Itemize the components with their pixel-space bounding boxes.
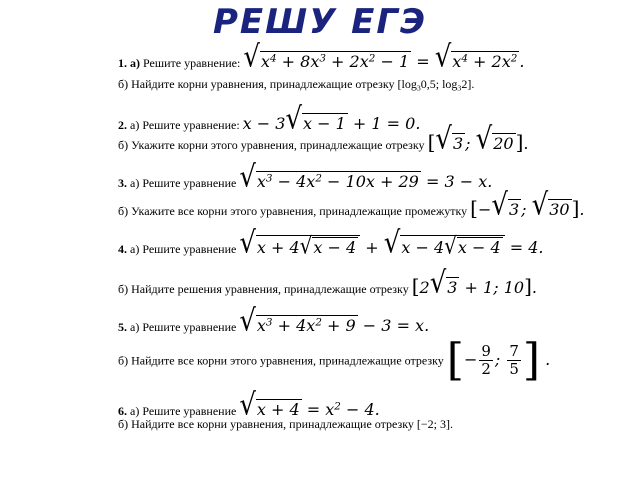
- task-text: Укажите корни этого уравнения, принадлежащие отрезку: [131, 138, 425, 153]
- problem-1-part-a: [118, 40, 525, 75]
- interval: [2 √ 3 + 1; 10].: [411, 266, 537, 301]
- problem-6-part-a: [118, 388, 380, 423]
- problem-number: 4.: [118, 242, 127, 257]
- part-b-label: б): [118, 204, 129, 219]
- part-a-label: а): [130, 242, 140, 257]
- problem-3-part-a: [118, 160, 493, 195]
- problem-number: 1.: [118, 56, 127, 71]
- part-a-label: а): [130, 320, 140, 335]
- part-a-label: а): [130, 176, 140, 191]
- equation: √ $x^4 + 8x^3 + 2x^2 - 1$ = √ $x^4 + 2x^2$ .: [243, 40, 525, 75]
- problem-5-part-a: [118, 304, 430, 339]
- problem-6-part-b: [118, 418, 453, 430]
- task-text: Решите уравнение:: [142, 118, 240, 133]
- equation: x − 3 √ x − 1 + 1 = 0.: [242, 102, 421, 137]
- part-b-label: б): [118, 353, 129, 368]
- part-a-label: а): [130, 56, 140, 71]
- task-text: Найдите все корни этого уравнения, принадлежащие отрезку: [131, 353, 444, 368]
- page-title: РЕШУ ЕГЭ: [212, 2, 428, 42]
- problem-number: 5.: [118, 320, 127, 335]
- problem-4-part-a: [118, 226, 544, 261]
- problem-3-part-b: [118, 188, 585, 223]
- equation: √ x + 4 = $x^2 - 4$.: [239, 388, 380, 423]
- part-a-label: а): [130, 118, 140, 133]
- problem-4-part-b: [118, 266, 537, 301]
- part-a-label: а): [130, 404, 140, 419]
- task-text: Решите уравнение: [142, 242, 237, 257]
- equation: √ $x^3 + 4x^2 + 9$ − 3 = x.: [239, 304, 430, 339]
- problem-number: 2.: [118, 118, 127, 133]
- interval: [− $\frac{9}{2}$ ; $\frac{7}{5}$ ] .: [446, 334, 551, 385]
- interval: [− √ 3 ; √ 30 ].: [470, 188, 585, 223]
- part-b-label: б): [118, 77, 129, 91]
- equation: √ x + 4 √ x − 4 + √ x − 4 √ x − 4 = 4.: [239, 226, 544, 261]
- part-b-label: б): [118, 138, 129, 153]
- task-text: Решите уравнение: [142, 404, 237, 419]
- problem-number: 3.: [118, 176, 127, 191]
- task-text: Решите уравнение: [142, 320, 237, 335]
- part-b-label: б): [118, 282, 129, 297]
- problem-number: 6.: [118, 404, 127, 419]
- equation: √ $x^3 - 4x^2 - 10x + 29$ = 3 − x.: [239, 160, 493, 195]
- problem-1-part-b: б) Найдите корни уравнения, принадлежащие отрезку [$\log_30,5$; $\log_32$].: [118, 77, 475, 93]
- task-text: Найдите все корни уравнения, принадлежащие отрезку [−2; 3].: [131, 417, 453, 431]
- problem-5-part-b: [118, 334, 551, 385]
- part-b-label: б): [118, 417, 129, 431]
- task-text: Решите уравнение:: [143, 56, 241, 71]
- interval: [ √ 3 ; √ 20 ].: [427, 122, 529, 157]
- problem-2-part-a: [118, 102, 421, 137]
- task-text: Найдите решения уравнения, принадлежащие отрезку: [131, 282, 409, 297]
- task-text: Укажите все корни этого уравнения, принадлежащие промежутку: [131, 204, 468, 219]
- task-text: Найдите корни уравнения, принадлежащие отрезку [log: [131, 77, 417, 91]
- task-text: Решите уравнение: [142, 176, 237, 191]
